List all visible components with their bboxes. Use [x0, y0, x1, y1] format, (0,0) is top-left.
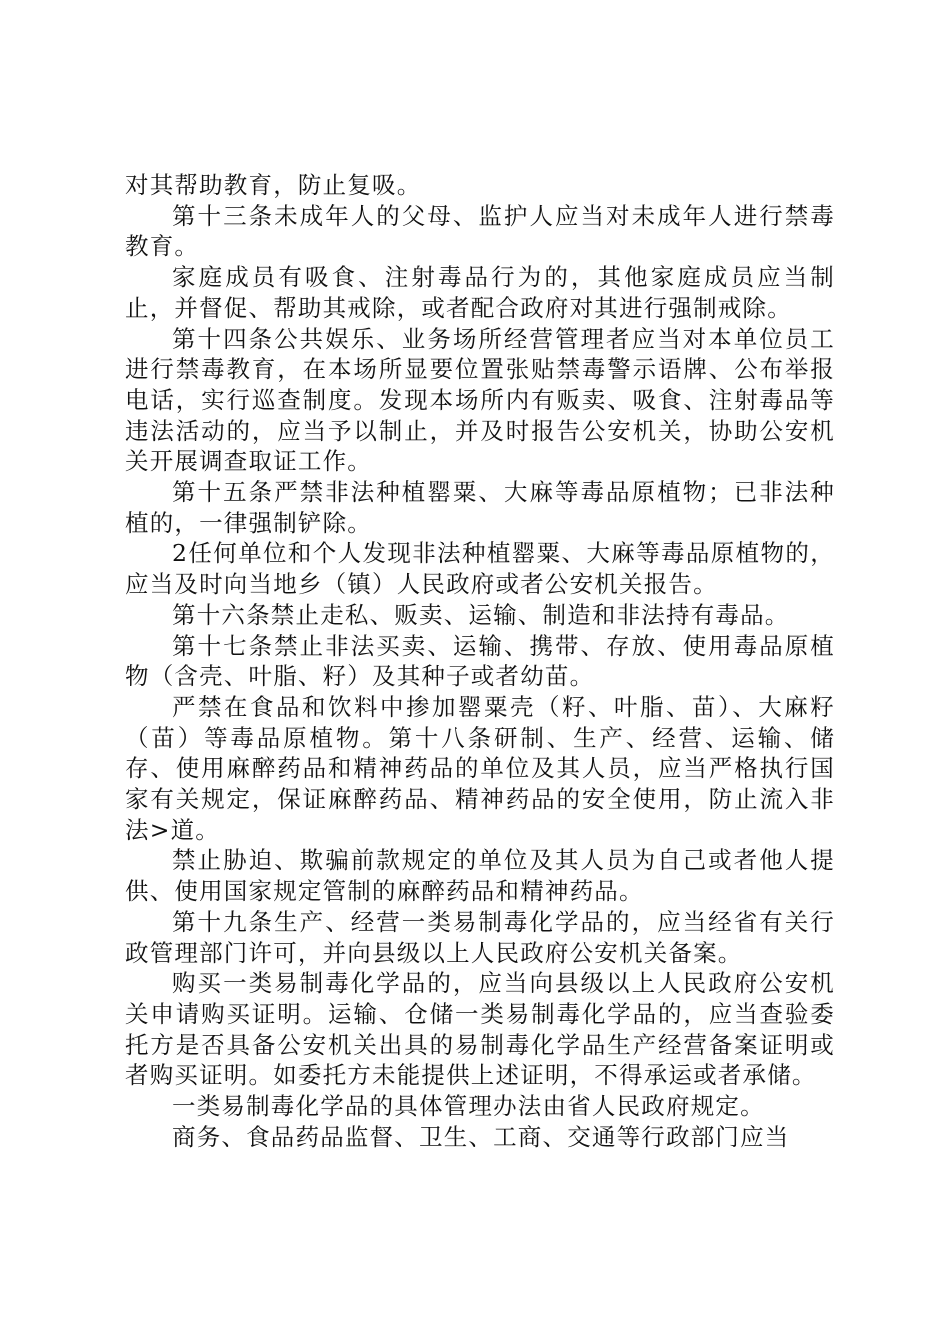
- paragraph: 2任何单位和个人发现非法种植罂粟、大麻等毒品原植物的，应当及时向当地乡（镇）人民政府或者公安机关报告。: [125, 539, 835, 599]
- paragraph: 禁止胁迫、欺骗前款规定的单位及其人员为自己或者他人提供、使用国家规定管制的麻醉药品和精神药品。: [125, 846, 835, 906]
- paragraph: 商务、食品药品监督、卫生、工商、交通等行政部门应当: [172, 1122, 790, 1151]
- paragraph: 第十四条公共娱乐、业务场所经营管理者应当对本单位员工进行禁毒教育，在本场所显要位置张贴禁毒警示语牌、公布举报电话，实行巡查制度。发现本场所内有贩卖、吸食、注射毒品等违法活动的，应当予以制止，并及时报告公安机关，协助公安机关开展调查取证工作。: [125, 324, 835, 476]
- paragraph: 第十九条生产、经营一类易制毒化学品的，应当经省有关行政管理部门许可，并向县级以上人民政府公安机关备案。: [125, 907, 835, 967]
- paragraph: 第十五条严禁非法种植罂粟、大麻等毒品原植物；已非法种植的，一律强制铲除。: [125, 478, 835, 537]
- paragraph: 对其帮助教育，防止复吸。: [125, 171, 422, 199]
- paragraph: 家庭成员有吸食、注射毒品行为的，其他家庭成员应当制止，并督促、帮助其戒除，或者配合政府对其进行强制戒除。: [125, 263, 835, 322]
- paragraph: 严禁在食品和饮料中掺加罂粟壳（籽、叶脂、苗）、大麻籽（苗）等毒品原植物。第十八条研制、生产、经营、运输、储存、使用麻醉药品和精神药品的单位及其人员，应当严格执行国家有关规定，保证麻醉药品、精神药品的安全使用，防止流入非法>道。: [125, 692, 835, 844]
- paragraph: 购买一类易制毒化学品的，应当向县级以上人民政府公安机关申请购买证明。运输、仓储一类易制毒化学品的，应当查验委托方是否具备公安机关出具的易制毒化学品生产经营备案证明或者购买证明。如委托方未能提供上述证明，不得承运或者承储。: [125, 969, 835, 1090]
- document-body: [125, 170, 835, 1153]
- paragraph: 第十三条未成年人的父母、监护人应当对未成年人进行禁毒教育。: [125, 201, 835, 261]
- paragraph: 第十六条禁止走私、贩卖、运输、制造和非法持有毒品。: [172, 600, 790, 629]
- paragraph: 第十七条禁止非法买卖、运输、携带、存放、使用毒品原植物（含壳、叶脂、籽）及其种子或者幼苗。: [125, 631, 835, 691]
- paragraph: 一类易制毒化学品的具体管理办法由省人民政府规定。: [172, 1092, 765, 1121]
